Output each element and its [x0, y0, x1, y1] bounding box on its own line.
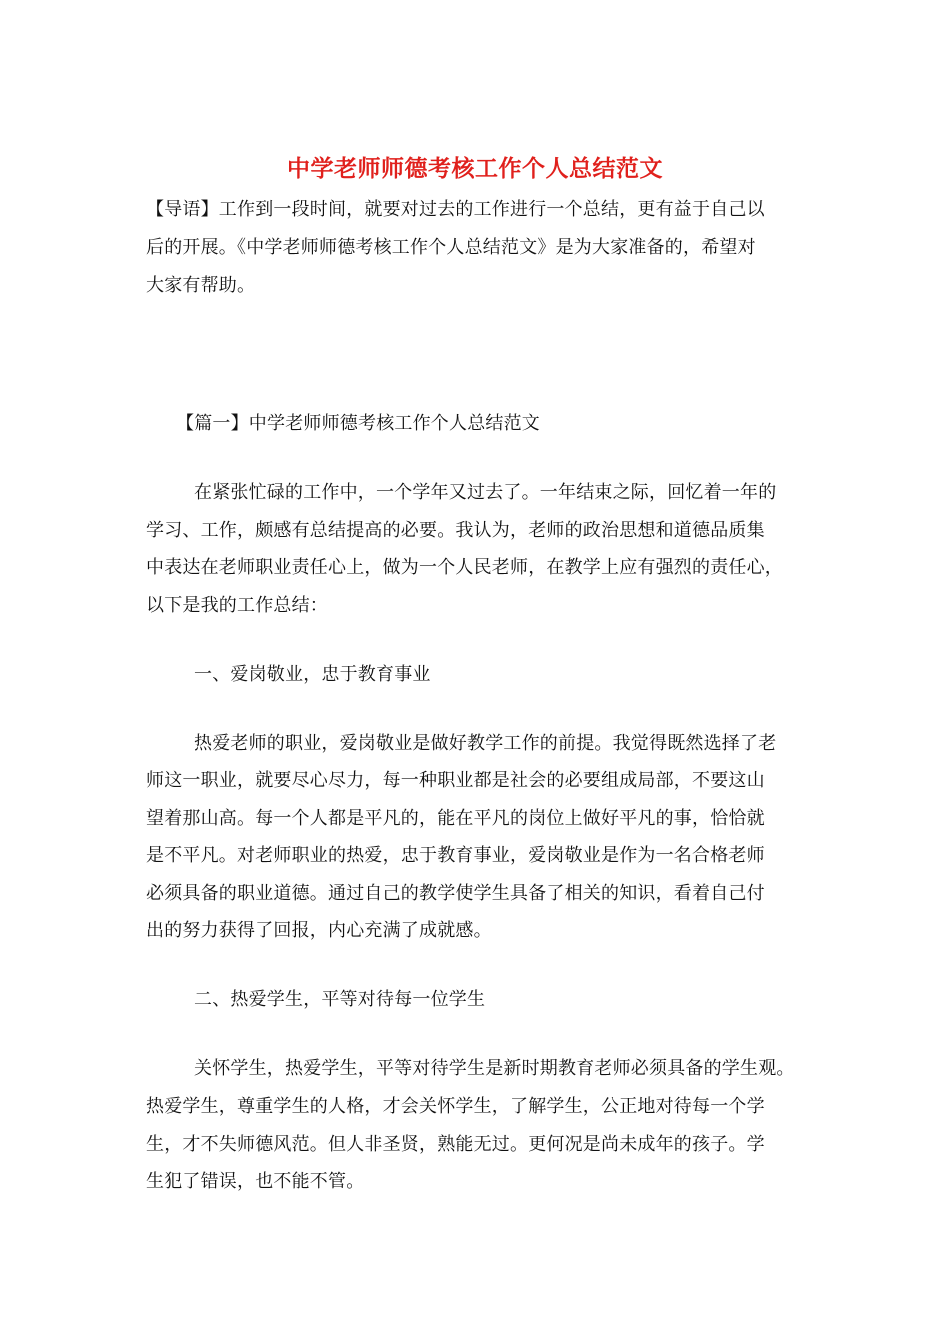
subheading: 二、热爱学生，平等对待每一位学生: [194, 989, 486, 1010]
section-heading: 【篇一】中学老师师德考核工作个人总结范文: [176, 413, 540, 434]
paragraph-line: 师这一职业，就要尽心尽力，每一种职业都是社会的必要组成局部，不要这山: [146, 770, 765, 791]
intro-line: 后的开展。《中学老师师德考核工作个人总结范文》是为大家准备的，希望对: [146, 237, 756, 258]
paragraph-line: 生犯了错误，也不能不管。: [146, 1171, 365, 1192]
paragraph-line: 学习、工作，颇感有总结提高的必要。我认为，老师的政治思想和道德品质集: [146, 520, 765, 541]
paragraph-line: 在紧张忙碌的工作中，一个学年又过去了。一年结束之际，回忆着一年的: [194, 482, 777, 503]
paragraph-line: 热爱老师的职业，爱岗敬业是做好教学工作的前提。我觉得既然选择了老: [194, 733, 777, 754]
paragraph-line: 以下是我的工作总结：: [146, 595, 328, 616]
paragraph-line: 关怀学生，热爱学生，平等对待学生是新时期教育老师必须具备的学生观。: [194, 1058, 795, 1079]
intro-line: 【导语】工作到一段时间，就要对过去的工作进行一个总结，更有益于自己以: [146, 199, 765, 220]
intro-line: 大家有帮助。: [146, 275, 256, 296]
document-title: 中学老师师德考核工作个人总结范文: [287, 155, 663, 182]
paragraph-line: 是不平凡。对老师职业的热爱，忠于教育事业，爱岗敬业是作为一名合格老师: [146, 845, 765, 866]
paragraph-line: 望着那山高。每一个人都是平凡的，能在平凡的岗位上做好平凡的事，恰恰就: [146, 808, 765, 829]
paragraph-line: 必须具备的职业道德。通过自己的教学使学生具备了相关的知识，看着自己付: [146, 883, 765, 904]
paragraph-line: 中表达在老师职业责任心上，做为一个人民老师，在教学上应有强烈的责任心，: [146, 557, 783, 578]
subheading: 一、爱岗敬业，忠于教育事业: [194, 664, 431, 685]
paragraph-line: 热爱学生，尊重学生的人格，才会关怀学生，了解学生，公正地对待每一个学: [146, 1096, 765, 1117]
paragraph-line: 出的努力获得了回报，内心充满了成就感。: [146, 920, 492, 941]
paragraph-line: 生，才不失师德风范。但人非圣贤，熟能无过。更何况是尚未成年的孩子。学: [146, 1134, 765, 1155]
